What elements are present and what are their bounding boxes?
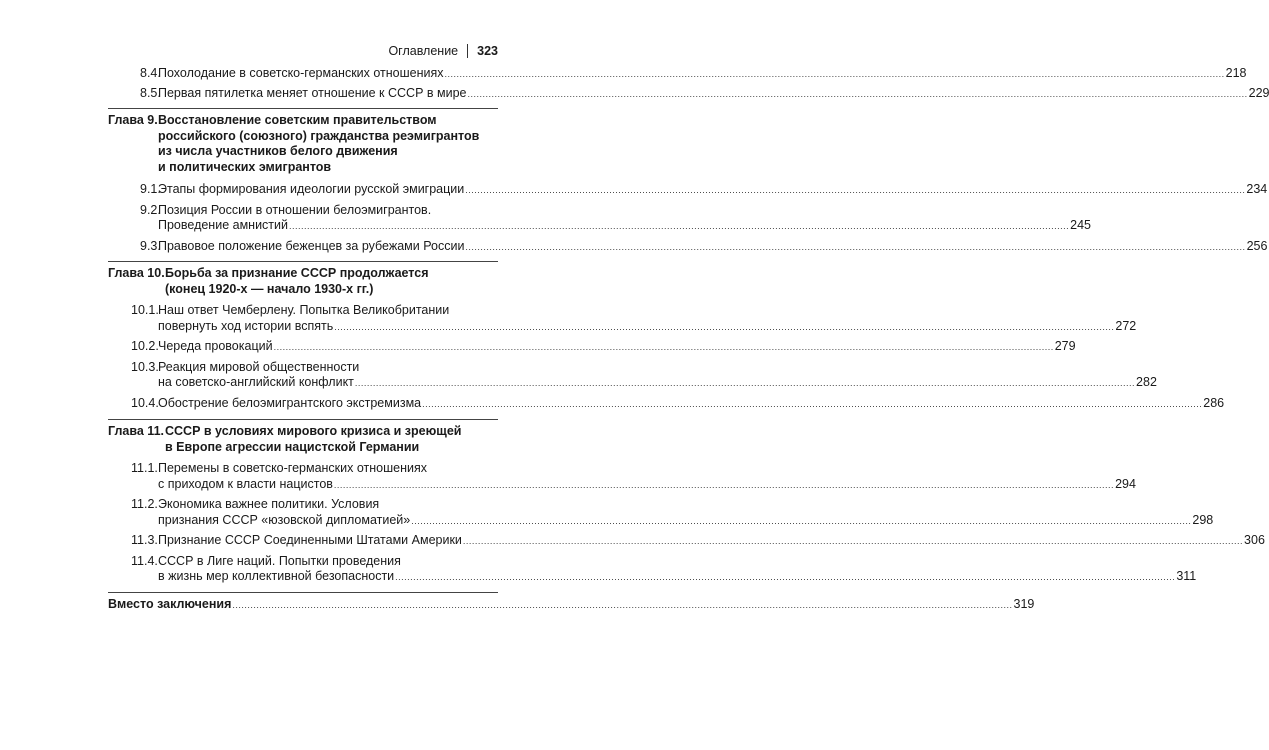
entry-title: Первая пятилетка меняет отношение к СССР в мире [158,85,467,100]
entry-number: 9.3. [140,238,161,253]
dot-leader: .................................................................................................................................................................................................................................................................... [354,378,1136,388]
entry-line [158,476,1136,494]
page-number: 323 [477,44,498,58]
toc-entry[interactable] [108,497,1214,529]
entry-line [158,512,1214,530]
toc-entry[interactable] [108,395,1225,413]
entry-title: Перемены в советско-германских отношениях [158,461,428,475]
entry-number: 10.4. [131,395,159,410]
entry-page: 218 [1225,66,1247,80]
dot-leader: .................................................................................................................................................................................................................................................................... [334,321,1115,332]
entry-line [158,339,1076,356]
entry-body [158,303,1137,335]
entry-line [158,395,1225,413]
entry-line [158,318,1137,336]
entry-title: Позиция России в отношении белоэмигрантов. [158,202,432,217]
entry-title: Реакция мировой общественности [158,359,360,374]
entry-page: 272 [1115,318,1137,333]
toc-entry[interactable] [108,85,1269,103]
entry-title: в жизнь мер коллективной безопасности [158,569,395,583]
entry-number: 10.3. [131,359,159,374]
entry-page: 319 [1013,596,1035,611]
dot-leader: .................................................................................................................................................................................................................................................................... [467,88,1248,99]
entry-line [158,375,1157,392]
entry-number: 11.1. [131,461,158,475]
entry-title: Похолодание в советско-германских отношениях [158,66,444,80]
running-head: Оглавление [388,44,459,58]
entry-line [158,66,1247,83]
entry-title: Признание СССР Соединенными Штатами Америки [158,533,462,547]
entry-number: 9.1. [140,182,161,196]
entry-title: Наш ответ Чемберлену. Попытка Великобритании [158,303,450,317]
entry-line [108,596,1035,614]
entry-page: 298 [1192,512,1214,527]
entry-body [158,359,1157,392]
chapter-title-line: СССР в условиях мирового кризиса и зреющей [165,424,462,438]
entry-body [158,395,1225,413]
toc-entry[interactable] [108,339,1076,356]
entry-page: 229 [1248,85,1269,100]
chapter-heading[interactable] [108,424,498,455]
entry-page: 245 [1070,218,1091,232]
entry-body [158,85,1269,103]
entry-title: Вместо заключения [108,596,232,611]
entry-line [158,461,498,477]
entry-page: 234 [1246,182,1268,196]
toc-entry[interactable] [108,202,1091,235]
conclusion-entry[interactable] [108,596,1035,614]
entry-page: 286 [1203,395,1225,410]
chapter-heading[interactable] [108,113,498,175]
chapter-title-line: в Европе агрессии нацистской Германии [165,439,420,454]
entry-body [158,202,1091,235]
entry-line [158,360,498,376]
entry-page: 279 [1054,339,1076,353]
chapter-title-line: Восстановление советским правительством [158,113,437,127]
entry-page: 282 [1136,375,1157,389]
entry-body [158,182,1268,199]
chapter-title-line: Борьба за признание СССР продолжается [165,266,429,280]
chapter-title [165,266,498,297]
dot-leader: .................................................................................................................................................................................................................................................................... [411,515,1192,526]
dot-leader: .................................................................................................................................................................................................................................................................... [422,398,1203,409]
entry-number: 11.4. [131,553,158,568]
entry-line [158,218,1091,235]
entry-page: 306 [1244,533,1265,547]
toc-entry[interactable] [108,303,1137,335]
entry-body [158,339,1076,356]
toc-entry[interactable] [108,182,1268,199]
chapter-label: Глава 10. [108,266,165,280]
entry-number: 10.2. [131,339,159,353]
toc-entry[interactable] [108,461,1136,493]
toc-entry[interactable] [108,359,1157,392]
entry-line [158,554,498,570]
toc-entry[interactable] [108,553,1197,586]
chapter-title [165,424,498,455]
entry-line [158,497,498,513]
page-header [108,42,498,60]
entry-title: СССР в Лиге наций. Попытки проведения [158,553,401,568]
entry-number: 10.1. [131,303,159,317]
entry-title: на советско-английский конфликт [158,375,354,389]
entry-title: повернуть ход истории вспять [158,318,334,333]
entry-line [158,85,1269,103]
dot-leader: .................................................................................................................................................................................................................................................................... [444,69,1225,79]
entry-body [158,497,1214,529]
entry-title: Этапы формирования идеологии русской эмиграции [158,182,465,196]
dot-leader: .................................................................................................................................................................................................................................................................... [465,185,1246,195]
entry-title: Проведение амнистий [158,218,288,232]
entry-line [158,569,1197,586]
dot-leader: .................................................................................................................................................................................................................................................................... [462,536,1244,546]
entry-title: Экономика важнее политики. Условия [158,497,380,511]
chapter-label: Глава 11. [108,424,164,438]
entry-page: 311 [1176,569,1197,583]
entry-line [158,238,1268,256]
entry-number: 11.3. [131,533,158,547]
toc-entry[interactable] [108,533,1265,550]
header-divider [467,44,468,58]
entry-page: 294 [1115,476,1136,491]
chapter-title-line: (конец 1920-х — начало 1930-х гг.) [165,281,374,296]
dot-leader: .................................................................................................................................................................................................................................................................... [232,599,1013,610]
entry-title: Обострение белоэмигрантского экстремизма [158,395,422,410]
entry-title: Череда провокаций [158,339,273,353]
entry-body [158,66,1247,83]
entry-title: с приходом к власти нацистов [158,476,333,491]
entry-body [158,533,1265,550]
entry-number: 8.5. [140,85,161,100]
entry-title: Правовое положение беженцев за рубежами России [158,238,465,253]
entry-line [158,203,498,219]
entry-line [158,533,1265,550]
entry-body [158,238,1268,256]
entry-number: 8.4. [140,66,161,80]
chapter-title-line: и политических эмигрантов [158,159,332,174]
entry-line [158,303,498,319]
toc-entry[interactable] [108,66,1247,83]
dot-leader: .................................................................................................................................................................................................................................................................... [465,241,1246,252]
chapter-title [158,113,498,175]
entry-body [158,461,1136,493]
chapter-heading[interactable] [108,266,498,297]
toc-entry[interactable] [108,238,1268,256]
dot-leader: .................................................................................................................................................................................................................................................................... [289,221,1070,231]
table-of-contents [108,66,1269,613]
dot-leader: .................................................................................................................................................................................................................................................................... [333,479,1115,490]
entry-body [158,553,1197,586]
chapter-title-line: из числа участников белого движения [158,144,398,158]
entry-title: признания СССР «юзовской дипломатией» [158,512,411,527]
chapter-title-line: российского (союзного) гражданства реэмигрантов [158,128,480,143]
dot-leader: .................................................................................................................................................................................................................................................................... [273,342,1054,352]
entry-number: 11.2. [131,497,158,511]
dot-leader: .................................................................................................................................................................................................................................................................... [395,572,1176,582]
chapter-label: Глава 9. [108,113,158,127]
entry-page: 256 [1246,238,1268,253]
entry-number: 9.2. [140,202,161,217]
entry-line [158,182,1268,199]
